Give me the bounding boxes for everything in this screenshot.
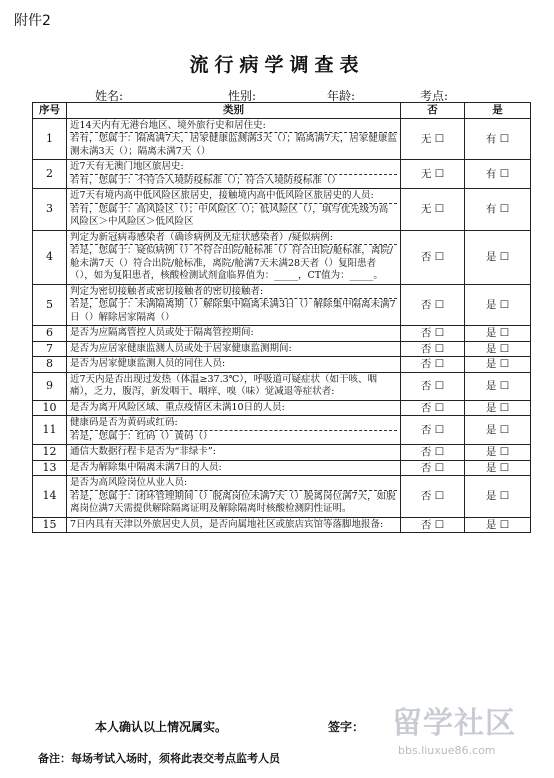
watermark-text: 留学社区 [392,706,516,741]
yes-checkbox[interactable]: 是 ☐ [465,357,531,373]
row-category [67,230,401,284]
header-category: 类别 [67,103,401,119]
yes-checkbox[interactable]: 是 ☐ [465,460,531,476]
header-no: 否 [401,103,465,119]
table-row [33,326,531,342]
row-number: 8 [33,357,67,373]
page-title: 流行病学调查表 [189,54,365,76]
yes-checkbox[interactable]: 有 ☐ [465,160,531,189]
row-category [67,118,401,160]
watermark-url: bbs.liuxue86.com [398,744,496,757]
row-category [67,326,401,342]
sub-question-text: 若是，您属于：红码（）黄码（） [70,430,397,444]
row-number: 3 [33,189,67,231]
row-category [67,341,401,357]
table-row [33,230,531,284]
remark-note: 备注：每场考试入场时，须将此表交考点监考人员 [38,752,280,765]
no-checkbox[interactable]: 否 ☐ [401,326,465,342]
question-text: 是否为应隔离管控人员或处于隔离管控期间: [70,327,254,338]
watermark-logo [392,698,548,770]
sub-question-text: 若是，您属于：疑似病例（）不符合出院/舱标准（）符合出院/舱标准，离院/舱未满7天（）符合出院/舱标准，离院/舱满7天未满28天者（）复阳患者（），如为复阳患者，核酸检测试剂盒临界值为：_____，CT值为：_____。 [70,244,397,283]
header-num: 序号 [33,103,67,119]
no-checkbox[interactable]: 否 ☐ [401,517,465,533]
row-category [67,357,401,373]
no-checkbox[interactable]: 否 ☐ [401,372,465,400]
question-text: 判定为密切接触者或密切接触者的密切接触者: [70,285,264,297]
row-number: 1 [33,118,67,160]
no-checkbox[interactable]: 否 ☐ [401,400,465,416]
table-row [33,357,531,373]
exam-site-label: 考点: [420,89,449,103]
question-text: 是否为应居家健康监测人员或处于居家健康监测期间: [70,342,292,354]
row-category [67,476,401,518]
table-row [33,416,531,445]
row-category [67,189,401,231]
question-text: 是否为居家健康监测人员的同住人员: [70,358,226,369]
no-checkbox[interactable]: 否 ☐ [401,416,465,445]
no-checkbox[interactable]: 否 ☐ [401,341,465,357]
table-row [33,189,531,231]
sub-question-text: 若是，您属于：闭环管理期间（）脱离岗位未满7天（）脱离岗位满7天，如脱离岗位满7天需提供解除隔离证明及解除隔离时核酸检测阴性证明。 [70,490,396,514]
yes-checkbox[interactable]: 有 ☐ [465,189,531,231]
no-checkbox[interactable]: 否 ☐ [401,460,465,476]
no-checkbox[interactable]: 否 ☐ [401,357,465,373]
table-row [33,118,531,160]
header-yes: 是 [465,103,531,119]
signature-label: 签字： [328,720,365,734]
row-number: 4 [33,230,67,284]
survey-table [32,102,531,533]
row-number: 15 [33,517,67,533]
yes-checkbox[interactable]: 是 ☐ [465,326,531,342]
table-row [33,445,531,461]
table-row [33,160,531,189]
yes-checkbox[interactable]: 有 ☐ [465,118,531,160]
yes-checkbox[interactable]: 是 ☐ [465,416,531,445]
row-category [67,460,401,476]
question-text: 近14天内有无港台地区、境外旅行史和居住史: [70,119,266,131]
row-category [67,372,401,400]
table-row [33,476,531,518]
table-row [33,517,531,533]
no-checkbox[interactable]: 否 ☐ [401,476,465,518]
row-number: 2 [33,160,67,189]
yes-checkbox[interactable]: 是 ☐ [465,341,531,357]
name-label: 姓名: [95,89,124,103]
table-row [33,400,531,416]
question-text: 近7天有无澳门地区旅居史: [70,161,184,172]
table-row [33,284,531,326]
no-checkbox[interactable]: 无 ☐ [401,160,465,189]
row-category [67,284,401,326]
yes-checkbox[interactable]: 是 ☐ [465,284,531,326]
row-category [67,416,401,445]
no-checkbox[interactable]: 否 ☐ [401,284,465,326]
row-category [67,517,401,533]
row-category [67,400,401,416]
confirm-statement: 本人确认以上情况属实。 [95,720,228,734]
row-number: 10 [33,400,67,416]
row-category [67,160,401,189]
table-header-row [33,103,531,119]
row-number: 13 [33,460,67,476]
age-label: 年龄: [327,89,356,103]
question-text: 是否为离开风险区域、重点疫情区未满10日的人员: [70,401,285,413]
yes-checkbox[interactable]: 是 ☐ [465,445,531,461]
sub-question-text: 若有，您属于：高风险区（）；中风险区（）；低风险区（），填写优先级为高风险区＞中风险区＞低风险区 [70,203,397,229]
question-text: 是否为解除集中隔离未满7日的人员: [70,461,222,473]
row-category [67,445,401,461]
row-number: 14 [33,476,67,518]
yes-checkbox[interactable]: 是 ☐ [465,400,531,416]
attachment-label: 附件2 [14,13,51,29]
sub-question-text: 若有，您属于：隔离满7天，居家健康监测满3天（）；隔离满7天，居家健康监测未满3天（）；隔离未满7天（） [70,133,397,157]
sub-question-text: 若是，您属于：未满隔离期（）解除集中隔离未满3日（）解除集中隔离未满7日（）解除居家隔离（） [70,299,396,323]
question-text: 通信大数据行程卡是否为“非绿卡”: [70,446,216,457]
table-row [33,460,531,476]
sub-question-text: 若有，您属于：不符合入境防疫标准（）；符合入境防疫标准（） [70,174,397,188]
row-number: 6 [33,326,67,342]
question-text: 是否为高风险岗位从业人员: [70,477,188,488]
question-text: 近7天内是否出现过发热（体温≥37.3℃），呼吸道可疑症状（如干咳、咽痛），乏力，腹泻，新发咽干、咽痒、嗅（味）觉减退等症状者: [70,373,378,397]
yes-checkbox[interactable]: 是 ☐ [465,476,531,518]
no-checkbox[interactable]: 否 ☐ [401,445,465,461]
table-row [33,341,531,357]
row-number: 7 [33,341,67,357]
row-number: 5 [33,284,67,326]
table-row [33,372,531,400]
yes-checkbox[interactable]: 是 ☐ [465,230,531,284]
no-checkbox[interactable]: 无 ☐ [401,189,465,231]
gender-label: 性别: [228,89,257,103]
question-text: 健康码是否为黄码或红码: [70,417,178,428]
row-number: 12 [33,445,67,461]
question-text: 7日内具有天津以外旅居史人员，是否向属地社区或旅店宾馆等落脚地报备: [70,518,384,530]
personal-info-row [0,87,554,103]
row-number: 9 [33,372,67,400]
question-text: 近7天有境内高中低风险区旅居史，接触境内高中低风险区旅居史的人员: [70,190,374,201]
no-checkbox[interactable]: 否 ☐ [401,230,465,284]
no-checkbox[interactable]: 无 ☐ [401,118,465,160]
row-number: 11 [33,416,67,445]
question-text: 判定为新冠病毒感染者（确诊病例及无症状感染者）/疑似病例: [70,231,333,243]
yes-checkbox[interactable]: 是 ☐ [465,372,531,400]
yes-checkbox[interactable]: 是 ☐ [465,517,531,533]
